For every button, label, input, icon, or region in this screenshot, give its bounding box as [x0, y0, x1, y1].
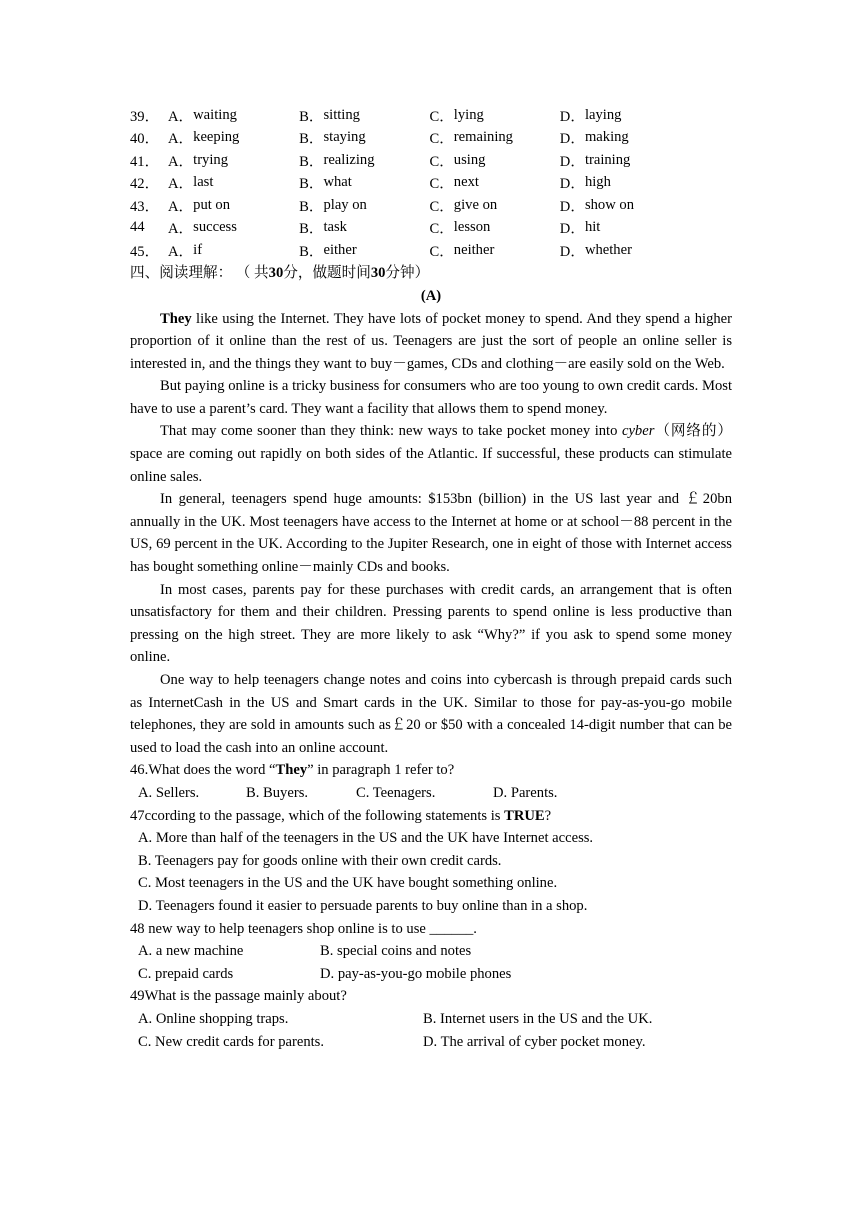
option-letter-b: B． — [299, 131, 324, 148]
question-number: 39． — [130, 108, 160, 125]
question-46-bold: They — [275, 762, 308, 779]
option-letter-a: A． — [168, 176, 194, 193]
option-text-c: neither — [453, 241, 495, 258]
option-letter-a: A． — [168, 221, 194, 238]
option-letter-b: B． — [299, 243, 324, 260]
option-48-d: D. pay-as-you-go mobile phones — [320, 965, 512, 982]
option-46-d: D. Parents. — [493, 784, 558, 801]
option-text-a: trying — [193, 151, 229, 168]
option-49-b: B. Internet users in the US and the UK. — [423, 1010, 653, 1027]
question-46-options — [130, 782, 732, 805]
option-text-a: success — [193, 219, 237, 236]
option-text-b: staying — [323, 129, 366, 146]
option-text-d: training — [584, 151, 631, 168]
question-48-options-row-1 — [130, 940, 732, 963]
option-text-d: whether — [584, 241, 632, 258]
option-letter-a: A． — [168, 153, 194, 170]
question-47-text-a: 47ccording to the passage, which of the following statements is — [130, 807, 505, 824]
paragraph-1-text: like using the Internet. They have lots of pocket money to spend. And they spend a higher proportion of it online than the rest of us. Teenagers are just the sort of people an online seller is interested in, and the things they want to buy－games, CDs and clothing－are easily sold on the Web. — [130, 310, 732, 372]
question-number: 44 — [130, 219, 145, 236]
option-text-a: keeping — [193, 129, 240, 146]
option-letter-a: A． — [168, 108, 194, 125]
question-49-options-row-1 — [130, 1008, 732, 1031]
option-text-d: show on — [584, 196, 634, 213]
option-47-a: A. More than half of the teenagers in the US and the UK have Internet access. — [138, 830, 594, 847]
option-letter-d: D． — [559, 243, 585, 260]
option-letter-c: C． — [429, 176, 454, 193]
option-letter-d: D． — [559, 221, 585, 238]
paragraph-1-bold: They — [160, 310, 192, 327]
option-letter-b: B． — [299, 108, 324, 125]
option-letter-d: D． — [559, 108, 585, 125]
option-text-a: if — [193, 241, 203, 258]
question-48: 48 new way to help teenagers shop online is to use ______. — [130, 920, 477, 937]
option-text-d: hit — [584, 219, 601, 236]
paragraph-4: In general, teenagers spend huge amounts: $153bn (billion) in the US last year and ￡20bn annually in the UK. Most teenagers have access to the Internet at home or at school－88 percent in the US, 69 percent in the UK. According to the Jupiter Research, one in eight of those with Internet access has bought something online－mainly CDs and books. — [130, 491, 732, 576]
cloze-option-row — [130, 239, 634, 262]
option-49-c: C. New credit cards for parents. — [138, 1033, 324, 1050]
option-text-b: task — [323, 219, 347, 236]
option-48-c: C. prepaid cards — [138, 965, 234, 982]
option-letter-c: C． — [429, 198, 454, 215]
option-text-b: realizing — [323, 151, 375, 168]
paragraph-3-italic: cyber — [621, 423, 655, 440]
section-middle: 分，做题时间 — [283, 264, 371, 281]
option-text-b: what — [323, 174, 352, 191]
paragraph-3 — [130, 420, 732, 488]
option-letter-b: B． — [299, 198, 324, 215]
question-number: 40． — [130, 131, 160, 148]
paragraph-3-text-b: （网络的）space are coming out rapidly on both sides of the Atlantic. If successful, these products can stimulate online sales. — [130, 423, 732, 485]
option-text-c: lying — [453, 106, 484, 123]
option-letter-c: C． — [429, 221, 454, 238]
cloze-options-table — [130, 104, 634, 262]
option-text-b: either — [323, 241, 357, 258]
question-number: 42． — [130, 176, 160, 193]
question-number: 45． — [130, 243, 160, 260]
option-text-d: laying — [584, 106, 622, 123]
question-46-text-b: ” in paragraph 1 refer to? — [307, 762, 455, 779]
option-letter-d: D． — [559, 153, 585, 170]
option-text-a: put on — [193, 196, 231, 213]
option-letter-b: B． — [299, 153, 324, 170]
option-letter-c: C． — [429, 153, 454, 170]
cloze-option-row — [130, 172, 634, 195]
option-text-c: give on — [453, 196, 498, 213]
option-letter-b: B． — [299, 176, 324, 193]
paragraph-6: One way to help teenagers change notes and coins into cybercash is through prepaid cards such as InternetCash in the US and Smart cards in the UK. Similar to those for pay-as-you-go mobile telephones, they are sold in amounts such as￡20 or $50 with a concealed 14-digit number that can be used to load the cash into an online account. — [130, 672, 732, 756]
passage-title: (A) — [420, 287, 442, 304]
option-46-b: B. Buyers. — [246, 784, 309, 801]
option-letter-a: A． — [168, 198, 194, 215]
option-46-a: A. Sellers. — [138, 784, 200, 801]
option-text-d: making — [584, 129, 629, 146]
option-48-a: A. a new machine — [138, 943, 244, 960]
option-letter-c: C． — [429, 243, 454, 260]
section-prefix: 四、阅读理解： （ 共 — [130, 264, 269, 281]
section-time: 30 — [370, 264, 386, 281]
question-46-text-a: 46.What does the word “ — [130, 762, 276, 779]
option-text-d: high — [584, 174, 611, 191]
cloze-option-row — [130, 104, 634, 127]
option-text-c: next — [453, 174, 479, 191]
question-46 — [130, 759, 732, 782]
question-number: 41． — [130, 153, 160, 170]
option-46-c: C. Teenagers. — [356, 784, 436, 801]
cloze-option-row — [130, 149, 634, 172]
option-47-d: D. Teenagers found it easier to persuade parents to buy online than in a shop. — [138, 897, 588, 914]
option-47-c: C. Most teenagers in the US and the UK have bought something online. — [138, 875, 558, 892]
paragraph-2: But paying online is a tricky business for consumers who are too young to own credit cards. Most have to use a parent’s card. They want a facility that allows them to spend money. — [130, 378, 732, 417]
section-suffix: 分钟） — [385, 264, 430, 281]
option-text-a: last — [193, 174, 214, 191]
question-47 — [130, 805, 732, 828]
paragraph-1 — [130, 308, 732, 376]
exam-page — [130, 104, 732, 1053]
option-letter-c: C． — [429, 108, 454, 125]
cloze-option-row — [130, 217, 634, 240]
option-text-c: lesson — [453, 219, 491, 236]
option-48-b: B. special coins and notes — [320, 943, 472, 960]
question-49: 49What is the passage mainly about? — [130, 988, 347, 1005]
option-49-d: D. The arrival of cyber pocket money. — [423, 1033, 646, 1050]
paragraph-3-text-a: That may come sooner than they think: new ways to take pocket money into — [160, 423, 622, 440]
question-number: 43． — [130, 198, 160, 215]
option-text-c: remaining — [453, 129, 513, 146]
option-letter-d: D． — [559, 198, 585, 215]
cloze-option-row — [130, 194, 634, 217]
option-letter-d: D． — [559, 176, 585, 193]
paragraph-5: In most cases, parents pay for these purchases with credit cards, an arrangement that is often unsatisfactory for them and their children. Pressing parents to spend online is less productive than pressing on the high street. They are more likely to ask “Why?” if you ask to spend some money online. — [130, 581, 732, 666]
option-text-a: waiting — [193, 106, 237, 123]
question-47-text-b: ? — [544, 807, 552, 824]
option-47-b: B. Teenagers pay for goods online with their own credit cards. — [138, 852, 502, 869]
section-score: 30 — [268, 264, 284, 281]
option-text-b: sitting — [323, 106, 360, 123]
option-letter-c: C． — [429, 131, 454, 148]
option-text-b: play on — [323, 196, 367, 213]
question-47-bold: TRUE — [504, 807, 545, 824]
section-heading — [130, 262, 732, 284]
option-text-c: using — [453, 151, 486, 168]
option-letter-a: A． — [168, 243, 194, 260]
option-49-a: A. Online shopping traps. — [138, 1010, 289, 1027]
cloze-option-row — [130, 127, 634, 150]
option-letter-b: B． — [299, 221, 324, 238]
question-49-options-row-2 — [130, 1031, 732, 1054]
option-letter-a: A． — [168, 131, 194, 148]
option-letter-d: D． — [559, 131, 585, 148]
question-48-options-row-2 — [130, 963, 732, 986]
